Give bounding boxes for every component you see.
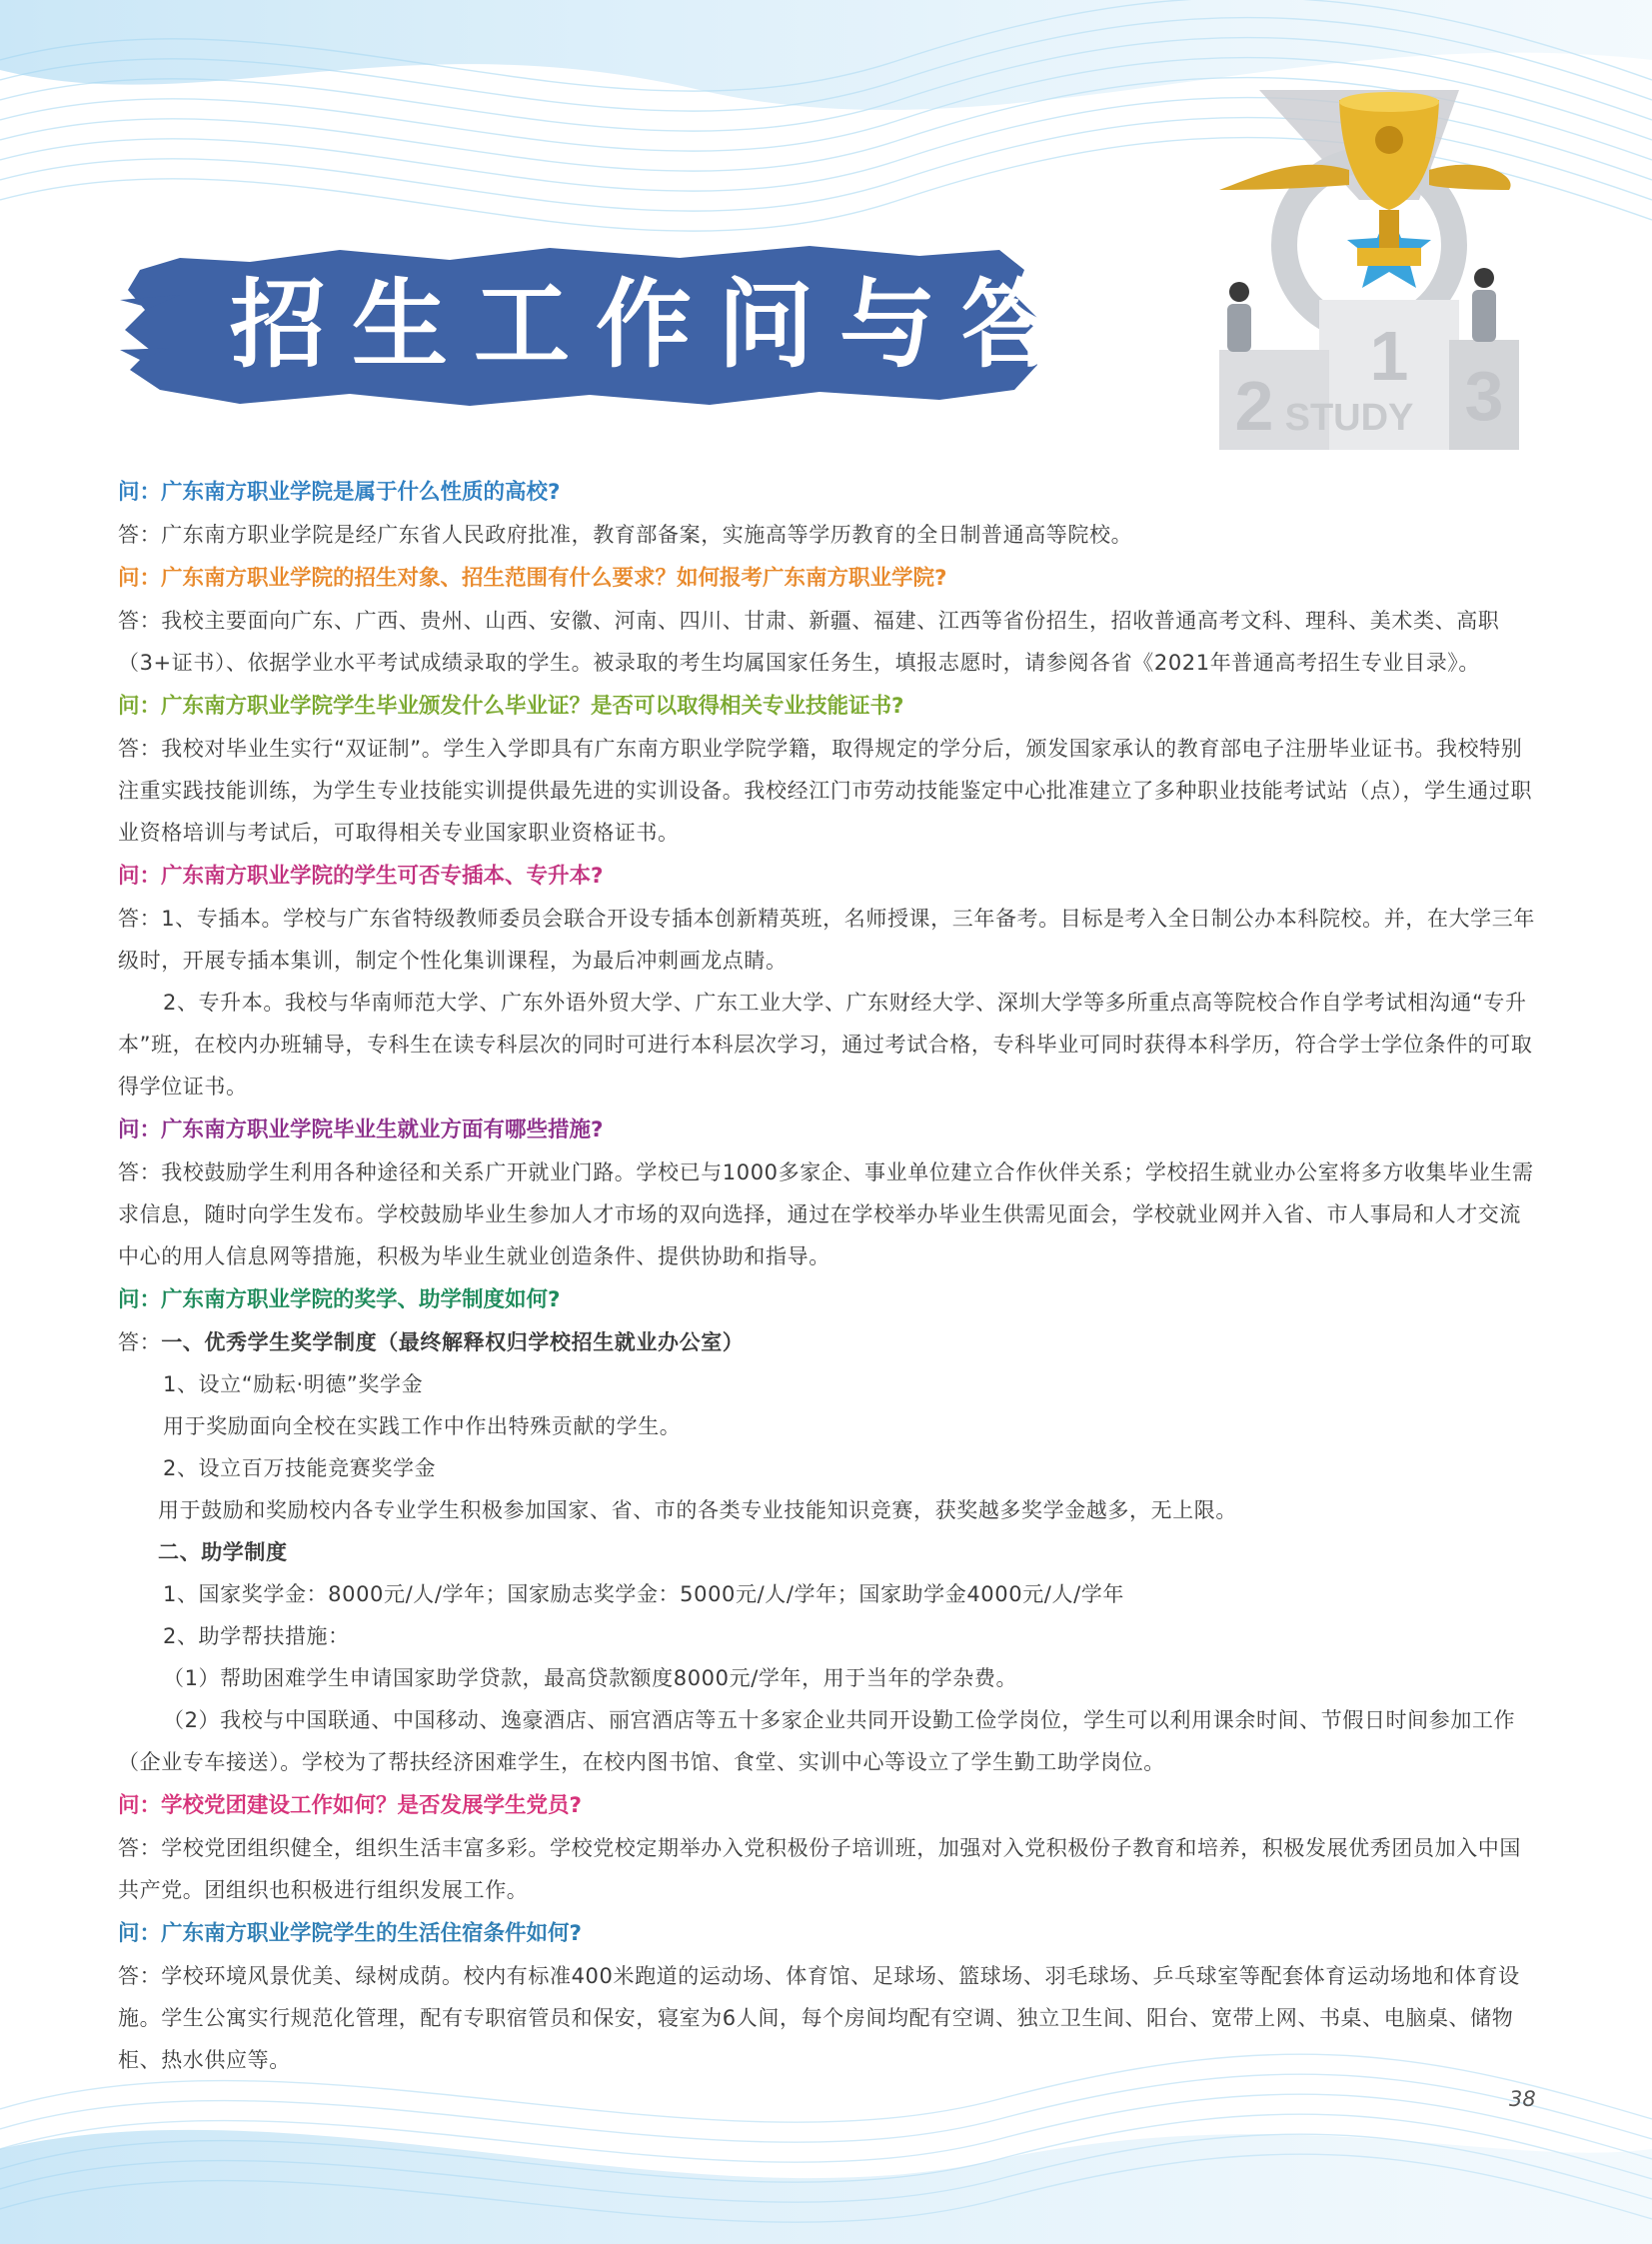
answer-6-prefix: 答： (118, 1330, 162, 1354)
answer-6-heading-1-text: 一、优秀学生奖学制度（最终解释权归学校招生就业办公室） (161, 1330, 745, 1354)
answer-4-part-1: 答：1、专插本。学校与广东省特级教师委员会联合开设专插本创新精英班，名师授课，三年备考。目标是考入全日制公办本科院校。并，在大学三年级时，开展专插本集训，制定个性化集训课程，为最后冲刺画龙点睛。 (118, 907, 1535, 973)
answer-6-line-2: 用于奖励面向全校在实践工作中作出特殊贡献的学生。 (163, 1414, 682, 1438)
answer-6-heading-1 (118, 1321, 1537, 1363)
podium-number-2: 2 (1234, 367, 1274, 445)
qa-content (118, 470, 1537, 2081)
question-3: 问：广东南方职业学院学生毕业颁发什么毕业证？是否可以取得相关专业技能证书? (118, 694, 904, 719)
answer-6-line-3: 2、设立百万技能竞赛奖学金 (163, 1456, 437, 1480)
question-8: 问：广东南方职业学院学生的生活住宿条件如何? (118, 1921, 582, 1946)
answer-6-line-6: 2、助学帮扶措施： (163, 1624, 350, 1648)
answer-6-line-7: （1）帮助困难学生申请国家助学贷款，最高贷款额度8000元/学年，用于当年的学杂费。 (163, 1666, 1018, 1690)
page-title: 招生工作问与答 (230, 268, 1083, 381)
answer-6-line-5: 1、国家奖学金：8000元/人/学年；国家励志奖学金：5000元/人/学年；国家助学金4000元/人/学年 (163, 1582, 1124, 1606)
answer-7: 答：学校党团组织健全，组织生活丰富多彩。学校党校定期举办入党积极份子培训班，加强对入党积极份子教育和培养，积极发展优秀团员加入中国共产党。团组织也积极进行组织发展工作。 (118, 1836, 1521, 1902)
answer-8: 答：学校环境风景优美、绿树成荫。校内有标准400米跑道的运动场、体育馆、足球场、篮球场、羽毛球场、乒乓球室等配套体育运动场地和体育设施。学生公寓实行规范化管理，配有专职宿管员和保安，寝室为6人间，每个房间均配有空调、独立卫生间、阳台、宽带上网、书桌、电脑桌、储物柜、热水供应等。 (118, 1964, 1520, 2072)
podium-number-3: 3 (1464, 357, 1504, 435)
page-number: 38 (1509, 2087, 1536, 2111)
question-4: 问：广东南方职业学院的学生可否专插本、专升本? (118, 864, 604, 889)
answer-1: 答：广东南方职业学院是经广东省人民政府批准，教育部备案，实施高等学历教育的全日制普通高等院校。 (118, 523, 1133, 547)
question-7: 问：学校党团建设工作如何？是否发展学生党员? (118, 1793, 582, 1818)
answer-6-line-8: （2）我校与中国联通、中国移动、逸豪酒店、丽宫酒店等五十多家企业共同开设勤工俭学岗位，学生可以利用课余时间、节假日时间参加工作（企业专车接送）。学校为了帮扶经济困难学生，在校内图书馆、食堂、实训中心等设立了学生勤工助学岗位。 (118, 1708, 1516, 1774)
answer-2: 答：我校主要面向广东、广西、贵州、山西、安徽、河南、四川、甘肃、新疆、福建、江西等省份招生，招收普通高考文科、理科、美术类、高职（3+证书）、依据学业水平考试成绩录取的学生。被录取的考生均属国家任务生，填报志愿时，请参阅各省《2021年普通高考招生专业目录》。 (118, 609, 1500, 675)
answer-6-line-4: 用于鼓励和奖励校内各专业学生积极参加国家、省、市的各类专业技能知识竞赛，获奖越多奖学金越多，无上限。 (158, 1498, 1237, 1522)
answer-3: 答：我校对毕业生实行“双证制”。学生入学即具有广东南方职业学院学籍，取得规定的学分后，颁发国家承认的教育部电子注册毕业证书。我校特别注重实践技能训练，为学生专业技能实训提供最先进的实训设备。我校经江门市劳动技能鉴定中心批准建立了多种职业技能考试站（点），学生通过职业资格培训与考试后，可取得相关专业国家职业资格证书。 (118, 737, 1533, 845)
podium-number-1: 1 (1369, 317, 1409, 395)
answer-6-heading-2: 二、助学制度 (158, 1540, 288, 1564)
answer-6-line-1: 1、设立“励耘·明德”奖学金 (163, 1372, 424, 1396)
trophy-podium-illustration (1179, 60, 1519, 450)
answer-4-part-2: 2、专升本。我校与华南师范大学、广东外语外贸大学、广东工业大学、广东财经大学、深圳大学等多所重点高等院校合作自学考试相沟通“专升本”班，在校内办班辅导，专科生在读专科层次的同时可进行本科层次学习，通过考试合格，专科毕业可同时获得本科学历，符合学士学位条件的可取得学位证书。 (118, 991, 1533, 1099)
page-header (0, 0, 1652, 470)
answer-5: 答：我校鼓励学生利用各种途径和关系广开就业门路。学校已与1000多家企、事业单位建立合作伙伴关系；学校招生就业办公室将多方收集毕业生需求信息，随时向学生发布。学校鼓励毕业生参加人才市场的双向选择，通过在学校举办毕业生供需见面会，学校就业网并入省、市人事局和人才交流中心的用人信息网等措施，积极为毕业生就业创造条件、提供协助和指导。 (118, 1160, 1534, 1268)
question-5: 问：广东南方职业学院毕业生就业方面有哪些措施? (118, 1118, 604, 1142)
question-2: 问：广东南方职业学院的招生对象、招生范围有什么要求？如何报考广东南方职业学院? (118, 566, 947, 591)
question-1: 问：广东南方职业学院是属于什么性质的高校? (118, 480, 561, 505)
podium-study-text: STUDY (1284, 397, 1414, 439)
question-6: 问：广东南方职业学院的奖学、助学制度如何? (118, 1287, 561, 1312)
